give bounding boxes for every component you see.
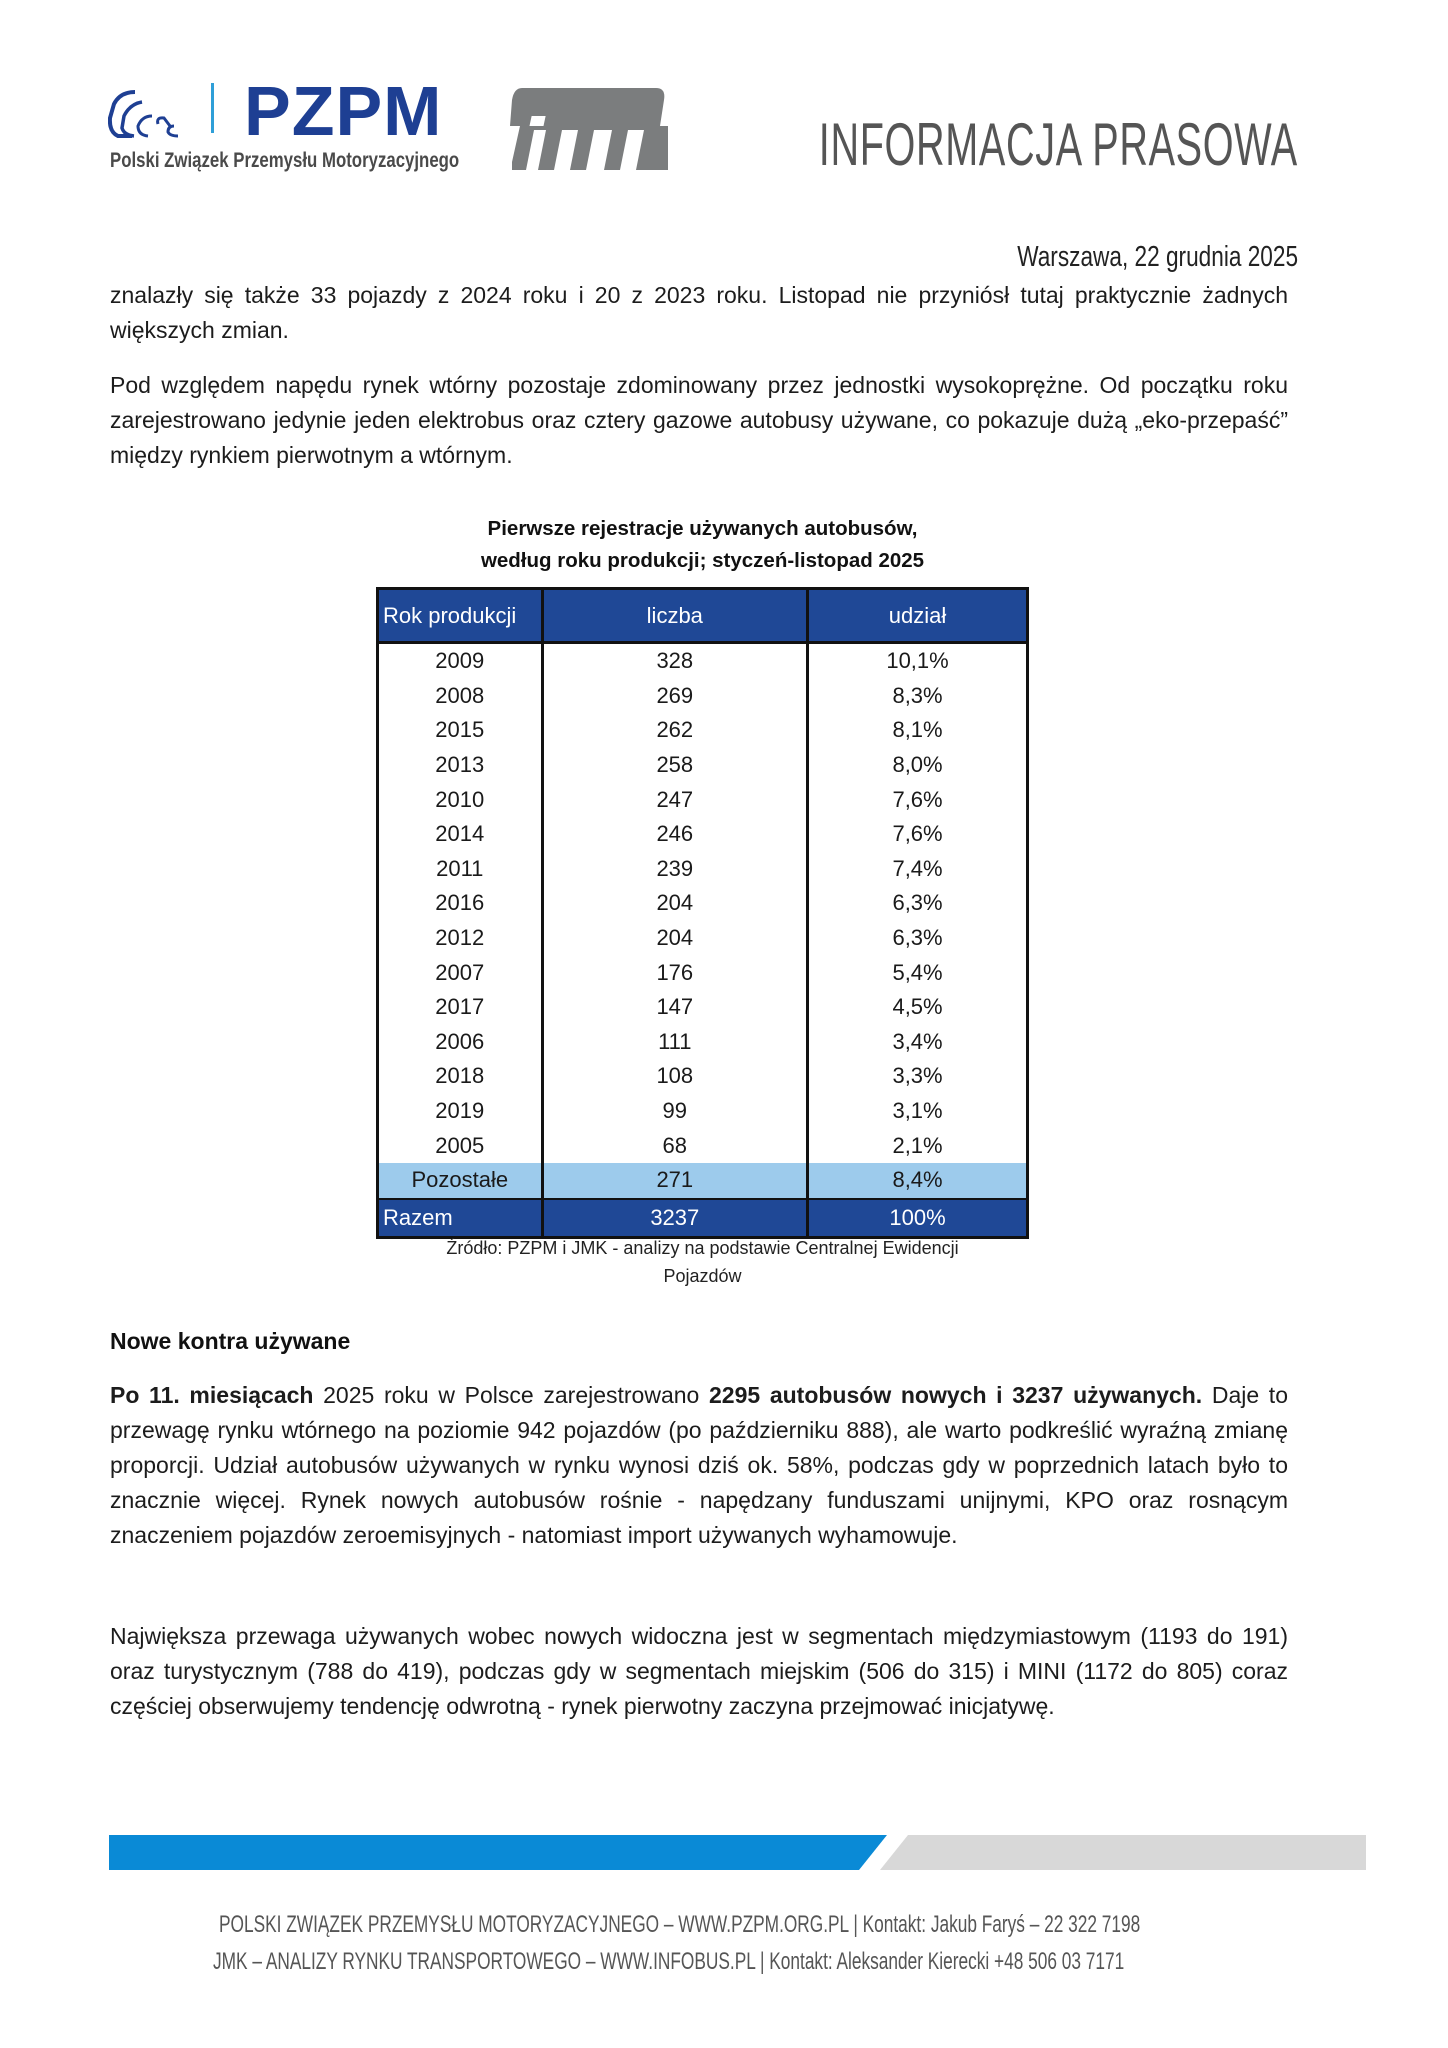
cell-year: 2018 [378,1059,543,1094]
table-row-other [378,1163,1028,1199]
text-run-2: Daje to przewagę rynku wtórnego na poziomie 942 pojazdów (po październiku 888), ale warto podkreślić wyraźną zmianę proporcji. Udział autobusów używanych w rynku wynosi dziś ok. 58%, podczas gdy w poprzednich latach było to znacznie więcej. Rynek nowych autobusów rośnie - napędzany funduszami unijnymi, KPO oraz rosnącym znaczeniem pojazdów zeroemisyjnych - natomiast import używanych wyhamowuje. [110,1382,1288,1548]
table-row [378,782,1028,817]
cell-share: 3,4% [808,1025,1028,1060]
paragraph-1: znalazły się także 33 pojazdy z 2024 roku i 20 z 2023 roku. Listopad nie przyniósł tutaj praktycznie żadnych większych zmian. [110,282,1288,343]
cell-year: 2016 [378,886,543,921]
cell-count: 269 [542,679,808,714]
table-row [378,1059,1028,1094]
cell-year: 2012 [378,921,543,956]
table-row [378,955,1028,990]
cell-count: 239 [542,852,808,887]
text-run-1: 2025 roku w Polsce zarejestrowano [313,1382,709,1408]
cell-count: 262 [542,713,808,748]
table-row [378,990,1028,1025]
cell-year: 2019 [378,1094,543,1129]
paragraph-3 [110,1378,1288,1553]
table-row [378,1128,1028,1163]
table-row [378,886,1028,921]
section-heading: Nowe kontra używane [110,1328,351,1354]
cell-year: Pozostałe [378,1163,543,1199]
footer-line-jmk: JMK – ANALIZY RYNKU TRANSPORTOWEGO – WWW.INFOBUS.PL | Kontakt: Aleksander Kierecki +48 506 03 7171 [213,1948,1125,1975]
document-type-title: INFORMACJA PRASOWA [818,111,1298,178]
paragraph-2: Pod względem napędu rynek wtórny pozostaje zdominowany przez jednostki wysokoprężne. Od początku roku zarejestrowano jedynie jeden elektrobus oraz cztery gazowe autobusy używane, co pokazuje dużą „eko-przepaść” między rynkiem pierwotnym a wtórnym. [110,372,1288,468]
cell-count: 68 [542,1128,808,1163]
cell-year: 2014 [378,817,543,852]
cell-share: 8,1% [808,713,1028,748]
cell-count: 258 [542,748,808,783]
table-row [378,679,1028,714]
cell-count: 111 [542,1025,808,1060]
cell-share: 10,1% [808,643,1028,679]
footer-bar-blue [109,1835,887,1870]
table-row [378,921,1028,956]
cell-count: 271 [542,1163,808,1199]
cell-count: 204 [542,921,808,956]
cell-year: 2013 [378,748,543,783]
cell-share: 6,3% [808,886,1028,921]
cell-share: 5,4% [808,955,1028,990]
cell-year: 2017 [378,990,543,1025]
cell-year: 2009 [378,643,543,679]
column-header-share: udział [808,589,1028,643]
cell-year: 2008 [378,679,543,714]
jmk-logo [508,86,668,174]
cell-share: 2,1% [808,1128,1028,1163]
cell-count: 3237 [542,1199,808,1238]
table-title-line-1: Pierwsze rejestracje używanych autobusów, [487,517,918,540]
cell-year: 2011 [378,852,543,887]
footer-bar-gray [866,1835,1366,1870]
table-row [378,643,1028,679]
cell-count: 108 [542,1059,808,1094]
place-date: Warszawa, 22 grudnia 2025 [1017,241,1298,273]
column-header-count: liczba [542,589,808,643]
table-row [378,852,1028,887]
cell-count: 247 [542,782,808,817]
cell-share: 8,4% [808,1163,1028,1199]
bold-phrase-1: Po 11. miesiącach [110,1382,314,1408]
cell-count: 204 [542,886,808,921]
table-row [378,1025,1028,1060]
footer-line-pzpm: POLSKI ZWIĄZEK PRZEMYSŁU MOTORYZACYJNEGO – WWW.PZPM.ORG.PL | Kontakt: Jakub Faryś – 22 322 7198 [219,1911,1141,1938]
cell-year: 2015 [378,713,543,748]
cell-count: 328 [542,643,808,679]
cell-count: 147 [542,990,808,1025]
cell-share: 7,6% [808,782,1028,817]
cell-year: 2010 [378,782,543,817]
pzpm-wordmark: PZPM [244,72,443,150]
cell-share: 8,0% [808,748,1028,783]
pzpm-fullname: Polski Związek Przemysłu Motoryzacyjnego [110,149,460,172]
source-line-1: Źródło: PZPM i JMK - analizy na podstawie Centralnej Ewidencji [446,1238,959,1258]
source-line-2: Pojazdów [663,1266,742,1286]
table-row [378,817,1028,852]
cell-year: 2005 [378,1128,543,1163]
cell-share: 4,5% [808,990,1028,1025]
bold-phrase-2: 2295 autobusów nowych i 3237 używanych. [709,1382,1203,1408]
cell-share: 3,3% [808,1059,1028,1094]
table-header-row [378,589,1028,643]
cell-count: 246 [542,817,808,852]
table-title [376,513,1029,577]
table-title-line-2: według roku produkcji; styczeń-listopad 2025 [480,549,925,572]
cell-share: 100% [808,1199,1028,1238]
cell-share: 7,6% [808,817,1028,852]
registrations-table [376,587,1029,1239]
cell-count: 99 [542,1094,808,1129]
table-row [378,713,1028,748]
cell-count: 176 [542,955,808,990]
cell-share: 3,1% [808,1094,1028,1129]
table-row-total [378,1199,1028,1238]
logo-divider [211,83,214,133]
cell-share: 6,3% [808,921,1028,956]
column-header-year: Rok produkcji [378,589,543,643]
pzpm-logo-icon [108,88,188,140]
cell-year: 2007 [378,955,543,990]
table-row [378,1094,1028,1129]
paragraph-4: Największa przewaga używanych wobec nowych widoczna jest w segmentach międzymiastowym (1193 do 191) oraz turystycznym (788 do 419), podczas gdy w segmentach miejskim (506 do 315) i MINI (1172 do 805) coraz częściej obserwujemy tendencję odwrotną - rynek pierwotny zaczyna przejmować inicjatywę. [110,1623,1288,1719]
cell-share: 8,3% [808,679,1028,714]
cell-year: 2006 [378,1025,543,1060]
cell-year: Razem [378,1199,543,1238]
table-row [378,748,1028,783]
cell-share: 7,4% [808,852,1028,887]
table-source-note [376,1234,1029,1290]
